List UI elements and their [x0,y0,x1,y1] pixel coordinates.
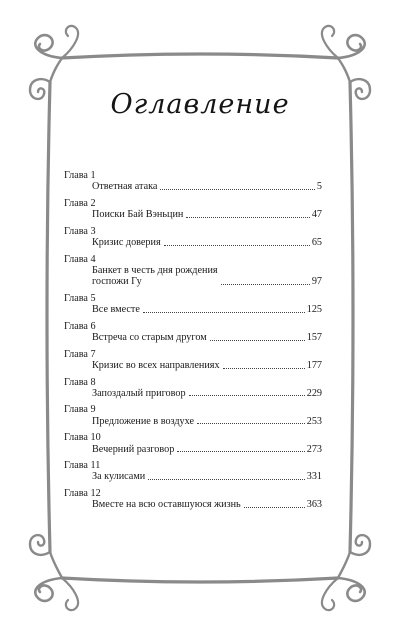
chapter-title-line: Вместе на всю оставшуюся жизнь [92,499,241,511]
page-number: 331 [306,471,322,483]
chapter-title-line: Предложение в воздухе [92,415,195,427]
dot-leader [177,451,304,452]
toc-entry[interactable] [64,170,322,192]
chapter-title-line: Вечерний разговор [92,443,175,455]
chapter-title [92,332,207,343]
toc-row [64,304,322,315]
toc-entry[interactable] [64,254,322,288]
toc-entry[interactable] [64,321,322,343]
chapter-label: Глава 8 [64,376,96,388]
chapter-title-line: Все вместе [92,304,140,316]
chapter-title [92,237,161,248]
dot-leader [197,423,305,424]
toc-row [64,388,322,399]
toc-row [64,444,322,455]
table-of-contents [64,170,322,516]
page-number: 125 [306,304,322,316]
chapter-label: Глава 6 [64,320,96,332]
toc-row [64,237,322,248]
page-number: 65 [311,237,322,249]
chapter-title [92,388,186,399]
toc-entry[interactable] [64,198,322,220]
chapter-title [92,416,194,427]
chapter-title-line: Кризис во всех направлениях [92,359,220,371]
chapter-title-line: Кризис доверия [92,237,161,249]
chapter-title-line: Поиски Бай Вэньцин [92,209,184,221]
toc-row [64,499,322,510]
page-number: 157 [306,331,322,343]
chapter-label: Глава 12 [64,488,101,500]
chapter-label: Глава 2 [64,197,96,209]
dot-leader [223,368,305,369]
page-number: 253 [306,415,322,427]
page-number: 5 [316,181,322,193]
toc-row [64,181,322,192]
chapter-label: Глава 5 [64,292,96,304]
chapter-title [92,471,145,482]
toc-entry[interactable] [64,432,322,454]
dot-leader [164,245,310,246]
toc-row [64,360,322,371]
chapter-title [92,209,183,220]
toc-entry[interactable] [64,293,322,315]
chapter-label: Глава 9 [64,404,96,416]
dot-leader [148,479,304,480]
dot-leader [221,284,310,285]
page-title: Оглавление [110,89,290,120]
toc-entry[interactable] [64,404,322,426]
toc-entry[interactable] [64,488,322,510]
dot-leader [143,312,305,313]
chapter-label: Глава 10 [64,432,101,444]
toc-entry[interactable] [64,349,322,371]
chapter-title-line: госпожи Гу [92,276,142,288]
page-number: 177 [306,359,322,371]
toc-row [64,265,322,287]
chapter-title-line: Встреча со старым другом [92,331,207,343]
page-number: 363 [306,499,322,511]
toc-row [64,416,322,427]
chapter-title [92,181,157,192]
chapter-label: Глава 11 [64,460,101,472]
chapter-title-line: За кулисами [92,471,146,483]
chapter-label: Глава 3 [64,225,96,237]
chapter-label: Глава 7 [64,348,96,360]
chapter-title-line: Запоздалый приговор [92,387,186,399]
toc-entry[interactable] [64,377,322,399]
toc-entry[interactable] [64,226,322,248]
toc-row [64,332,322,343]
page-number: 273 [306,443,322,455]
toc-row [64,209,322,220]
chapter-title-line: Банкет в честь дня рождения [92,264,218,276]
dot-leader [244,507,305,508]
page-number: 47 [311,209,322,221]
chapter-title [92,444,174,455]
dot-leader [189,395,305,396]
chapter-label: Глава 4 [64,253,96,265]
chapter-title-line: Ответная атака [92,181,158,193]
toc-row [64,471,322,482]
toc-entry[interactable] [64,460,322,482]
dot-leader [160,189,314,190]
page-number: 229 [306,387,322,399]
page-number: 97 [311,276,322,288]
dot-leader [210,340,305,341]
chapter-title [92,499,241,510]
chapter-title [92,360,220,371]
chapter-label: Глава 1 [64,170,96,181]
chapter-title [92,265,218,287]
dot-leader [186,217,309,218]
chapter-title [92,304,140,315]
